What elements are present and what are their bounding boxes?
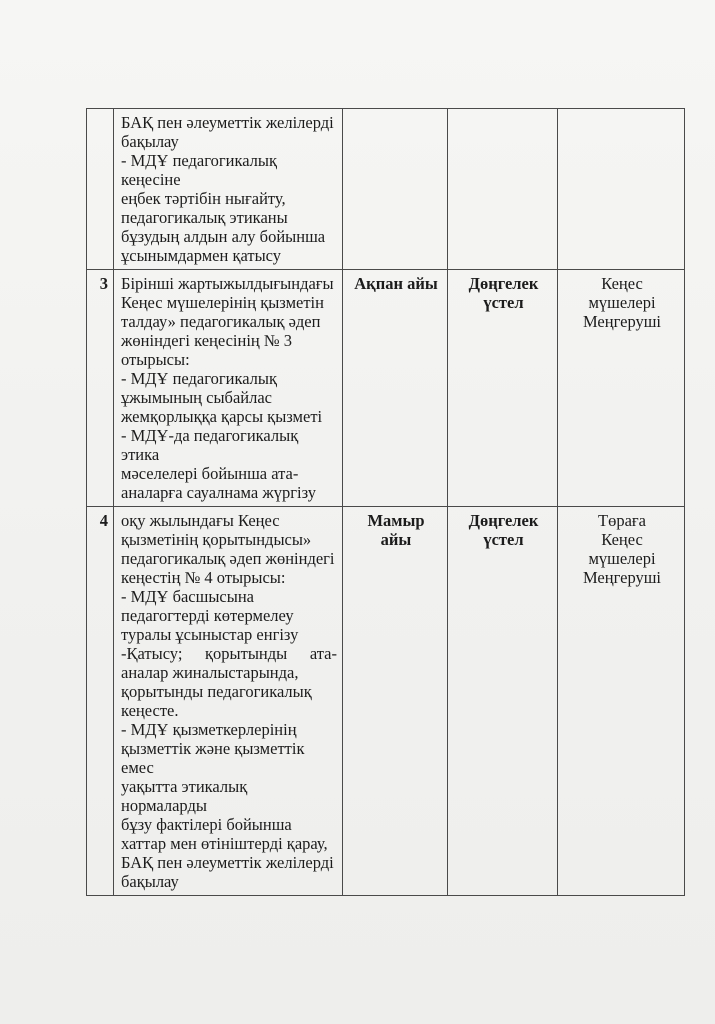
description-line: Кеңес мүшелерінің қызметін	[121, 293, 324, 312]
description-line: оқу жылындағы Кеңес	[121, 511, 280, 530]
date-cell	[343, 270, 448, 507]
date-cell	[343, 507, 448, 896]
form-cell	[448, 109, 558, 270]
description-line: педагогикалық этиканы	[121, 208, 288, 227]
table-row	[87, 507, 685, 896]
description-line: - МДҰ педагогикалық	[121, 369, 278, 388]
description-line: -Қатысу; қорытынды ата-	[121, 644, 337, 663]
responsible-line: Төраға	[598, 511, 646, 530]
date-line: Мамыр	[367, 511, 425, 530]
description-line: кеңестің № 4 отырысы:	[121, 568, 286, 587]
responsible-cell	[558, 109, 685, 270]
date-line: айы	[380, 530, 412, 549]
description-line: - МДҰ қызметкерлерінің	[121, 720, 297, 739]
form-cell	[448, 270, 558, 507]
description-line: отырысы:	[121, 350, 190, 369]
description-line: талдау» педагогикалық әдеп	[121, 312, 321, 331]
description-line: педагогтерді көтермелеу	[121, 606, 294, 625]
description-cell	[114, 270, 343, 507]
description-line: бақылау	[121, 132, 179, 151]
description-line: ұжымының сыбайлас	[121, 388, 272, 407]
description-line: жөніндегі кеңесінің № 3	[121, 331, 292, 350]
table-row	[87, 270, 685, 507]
row-number-cell	[87, 109, 114, 270]
responsible-line: Кеңес	[601, 274, 643, 293]
responsible-line: Кеңес	[601, 530, 643, 549]
form-line: үстел	[483, 530, 524, 549]
responsible-line: мүшелері	[588, 549, 656, 568]
description-line: қызметінің қорытындысы»	[121, 530, 312, 549]
description-line: - МДҰ-да педагогикалық этика	[121, 426, 299, 464]
description-line: - МДҰ басшысына	[121, 587, 254, 606]
description-line: қорытынды педагогикалық	[121, 682, 312, 701]
description-line: БАҚ пен әлеуметтік желілерді	[121, 113, 334, 132]
row-number-cell: 3	[87, 270, 114, 507]
description-line: хаттар мен өтініштерді қарау,	[121, 834, 328, 853]
responsible-line: Меңгеруші	[582, 568, 662, 587]
description-line: бұзудың алдын алу бойынша	[121, 227, 326, 246]
plan-table	[86, 108, 685, 896]
description-line: БАҚ пен әлеуметтік желілерді	[121, 853, 334, 872]
date-cell	[343, 109, 448, 270]
description-line: аналар жиналыстарында,	[121, 663, 299, 682]
form-line: Дөңгелек	[468, 274, 539, 293]
description-line: бұзу фактілері бойынша	[121, 815, 292, 834]
form-line: үстел	[483, 293, 524, 312]
description-cell	[114, 109, 343, 270]
description-line: Бірінші жартыжылдығындағы	[121, 274, 334, 293]
description-cell	[114, 507, 343, 896]
description-line: жемқорлыққа қарсы қызметі	[121, 407, 323, 426]
description-line: кеңесте.	[121, 701, 179, 720]
date-line: Ақпан айы	[354, 274, 438, 293]
responsible-line: Меңгеруші	[582, 312, 662, 331]
table-row	[87, 109, 685, 270]
description-line: бақылау	[121, 872, 179, 891]
description-line: қызметтік және қызметтік емес	[121, 739, 305, 777]
description-line: педагогикалық әдеп жөніндегі	[121, 549, 335, 568]
responsible-cell	[558, 270, 685, 507]
form-line: Дөңгелек	[468, 511, 539, 530]
description-line: еңбек тәртібін нығайту,	[121, 189, 286, 208]
description-line: мәселелері бойынша ата-	[121, 464, 299, 483]
responsible-line: мүшелері	[588, 293, 656, 312]
description-line: - МДҰ педагогикалық кеңесіне	[121, 151, 278, 189]
description-line: туралы ұсыныстар енгізу	[121, 625, 299, 644]
responsible-cell	[558, 507, 685, 896]
form-cell	[448, 507, 558, 896]
description-line: уақытта этикалық нормаларды	[121, 777, 248, 815]
description-line: ұсынымдармен қатысу	[121, 246, 282, 265]
description-line: аналарға сауалнама жүргізу	[121, 483, 316, 502]
row-number-cell: 4	[87, 507, 114, 896]
